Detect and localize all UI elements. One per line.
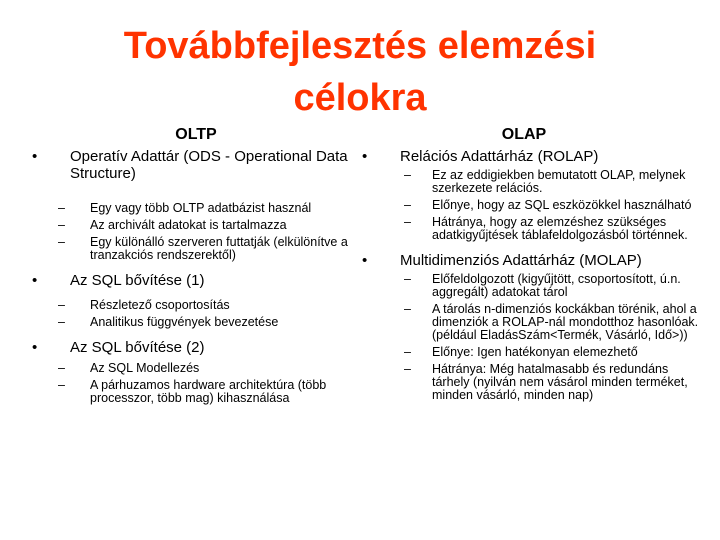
sub-item-text: Előnye: Igen hatékonyan elemezhető [432,345,638,359]
oltp-item-sql-2 [30,339,350,405]
dash: – [404,215,411,229]
oltp-heading: OLTP [175,126,217,143]
sub-item-text: Ez az eddigiekben bemutatott OLAP, melynek szerkezete relációs. [432,168,686,195]
dash: – [404,198,411,212]
oltp-column [30,148,350,405]
olap-item-molap [360,252,700,402]
dash: – [58,361,65,375]
dash: – [404,302,411,316]
item-text: Az SQL bővítése (2) [70,339,205,356]
olap-item-rolap [360,148,700,242]
sub-item-text: Előfeldolgozott (kigyűjtött, csoportosított, ú.n. aggregált) adatokat tárol [432,272,681,299]
dash: – [404,272,411,286]
oltp-item-sql-1 [30,272,350,329]
sub-item-text: Az archivált adatokat is tartalmazza [90,218,287,232]
slide-title-line-2: célokra [293,77,427,119]
sub-item-text: Hátránya, hogy az elemzéshez szükséges adatkigyűjtések táblafeldolgozásból történnek. [432,215,688,242]
sub-item-text: Egy vagy több OLTP adatbázist használ [90,201,312,215]
sub-item-text: Az SQL Modellezés [90,361,200,375]
dash: – [58,315,65,329]
slide-title-line-1: Továbbfejlesztés elemzési [123,25,597,67]
dash: – [404,168,411,182]
slide-title [0,20,720,124]
dash: – [58,298,65,312]
sub-item-text: Analitikus függvények bevezetése [90,315,279,329]
olap-heading: OLAP [501,126,547,143]
dash: – [58,201,65,215]
sub-item-text: Részletező csoportosítás [90,298,230,312]
item-text: Az SQL bővítése (1) [70,272,205,289]
sub-item-text: Előnye, hogy az SQL eszközökkel használható [432,198,692,212]
olap-column [360,148,700,402]
dash: – [58,218,65,232]
sub-item-text: Hátránya: Még hatalmasabb és redundáns tárhely (nyilván nem vásárol minden terméket, minden vásárló, minden nap) [432,362,688,402]
dash: – [58,235,65,249]
bullet-dot: • [362,252,368,269]
bullet-dot: • [32,148,38,165]
bullet-dot: • [32,272,38,289]
item-text: Operatív Adattár (ODS - Operational Data Structure) [70,148,348,182]
oltp-item-ods [30,148,350,262]
item-text: Relációs Adattárház (ROLAP) [400,148,599,165]
bullet-dot: • [32,339,38,356]
bullet-dot: • [362,148,368,165]
item-text: Multidimenziós Adattárház (MOLAP) [400,252,642,269]
dash: – [404,362,411,376]
sub-item-text: Egy különálló szerveren futtatják (elkülönítve a tranzakciós rendszerektől) [90,235,348,262]
dash: – [404,345,411,359]
sub-item-text: A párhuzamos hardware architektúra (több processzor, több mag) kihasználása [90,378,327,405]
sub-item-text: A tárolás n-dimenziós kockákban törénik, ahol a dimenziók a ROLAP-nál mondotthoz hasonlóak. (például EladásSzám<Termék, Vásárló, Idő>)) [432,302,699,342]
dash: – [58,378,65,392]
